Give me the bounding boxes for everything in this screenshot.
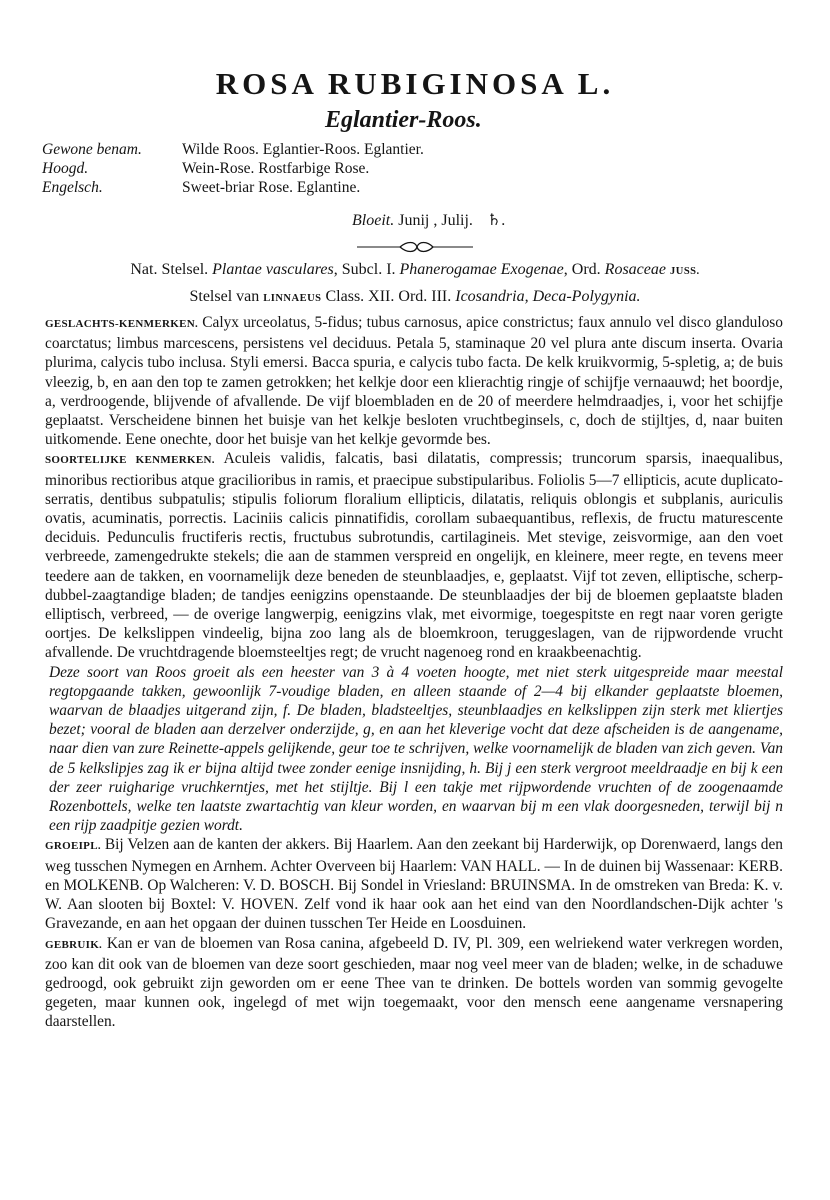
name-row [42,159,424,178]
flowering-label: Bloeit. [352,212,395,229]
genus-characteristics [45,313,783,449]
page-title: ROSA RUBIGINOSA L. [215,66,615,101]
shrub-symbol-icon: ♄. [486,212,506,229]
linn-name: LINNAEUS [263,293,322,304]
name-row [42,178,424,197]
common-names-block [42,140,424,197]
flowering-value: Junij , Julij. [398,212,473,229]
usage-label: GEBRUIK. [45,938,103,951]
genus-label: GESLACHTS-KENMERKEN. [45,318,198,330]
name-key: Engelsch. [42,179,103,196]
habitat-section [45,835,783,933]
habitat-text: Bij Velzen aan de kanten der akkers. Bij Haarlem. Aan den zeekant bij Harderwijk, op Dorenwaerd, langs den weg tusschen Nymegen en Arnhem. Achter Overveen bij Haarlem: VAN HALL. — In de duinen bij Wassenaar: KERB. en MOLKENB. Op Walcheren: V. D. BOSCH. Bij Sondel in Vriesland: BRUINSMA. In de omstreken van Breda: K. v. W. Aan slooten bij Boxtel: V. HOVEN. Zelf vond ik haar ook aan het eind van den Noordlandschen-Dijk achter 's Gravezande, en aan het opgaan der duinen tusschen Ter Heide en Loosduinen. [45,836,783,933]
nat-subclass: , Subcl. I. [333,261,396,278]
name-value: Wein-Rose. Rostfarbige Rose. [182,160,370,177]
nat-order: , Ord. [563,261,601,278]
natural-system-line [0,261,830,279]
linnaeus-system-line [0,288,830,306]
linn-prefix: Stelsel van [189,288,260,305]
species-text: Aculeis validis, falcatis, basi dilatatis, compressis; truncorum sparsis, inaequalibus, minoribus rectioribus atque gracilioribus in ramis, et praecipue substipularibus. Foliolis 5—7 ellipticis, acute duplicato-serratis, dentibus subpatulis; stipulis foliorum floralium ellipticis, dilatatis, reliquis oblongis et subplanis, auriculis ovatis, acuminatis, porrectis. Laciniis calicis pinnatifidis, corollam subaequantibus, reflexis, de fructu maturescente deciduis. Pedunculis fructiferis rectis, fructubus subrotundis, cartilagineis. Met stevige, zeisvormige, aan den voet verbreede, zamengedrukte stekels; die aan de stammen verspreid en ongelijk, en kleinere, meer regte, en tevens meer teedere aan de takken, en voornamelijk deze beneden de steunblaadjes, e, geplaatst. Vijf tot zeven, elliptische, scherp-dubbel-zaagtandige bladen; de tandjes eenigzins openstaande. De steunblaadjes der bij de bloemen geplaatste bladen elliptisch, verbreed, — de overige langwerpig, eenigzins vlak, met eivormige, toegespitste en regt naar voren gerigte oortjes. De kelkslippen vindeelig, bijna zoo lang als de bloemkroon, teruggeslagen, van de rijpwordende vrucht afvallende. De vruchtdragende bloemsteeltjes regt; de vrucht nagenoeg rond en kraakbeenachtig. [45,450,783,662]
name-value: Wilde Roos. Eglantier-Roos. Eglantier. [182,141,424,158]
nat-order-name: Rosaceae [604,261,666,278]
linn-class: Class. XII. Ord. III. [325,288,452,305]
description-body [45,313,783,1032]
flowering-time [352,210,505,230]
nat-author: JUSS. [669,266,700,277]
name-value: Sweet-briar Rose. Eglantine. [182,179,361,196]
ornament-divider-icon [355,241,475,253]
name-row [42,140,424,159]
species-characteristics [45,449,783,662]
habitat-label: GROEIPL. [45,840,101,853]
usage-text: Kan er van de bloemen van Rosa canina, afgebeeld D. IV, Pl. 309, een welriekend water verkregen worden, zoo kan dit ook van de bloemen van deze soort geschieden, maar nog veel meer van de bladen; welke, in de schaduwe gedroogd, ook gebruikt zijn geworden om er eene Thee van te drinken. De bottels worden van sommig gevogelte gegeten, maar kunnen ook, ingelegd of met wijn toegemaakt, voor den mensch eene aangename versnapering daarstellen. [45,934,783,1031]
linn-names: Icosandria, Deca-Polygynia. [455,288,641,305]
genus-text: Calyx urceolatus, 5-fidus; tubus carnosus, apice constrictus; faux annulo vel disco glanduloso coarctatus; limbus marcescens, persistens vel deciduus. Petala 5, staminaque 20 vel plura ante discum inserta. Ovaria plurima, calycis tubo inclusa. Styli emersi. Bacca spuria, e calycis tubo facta. De kelk kruikvormig, 5-spletig, a; de buis vleezig, b, en aan den top te zamen getrokken; het kelkje door een klierachtig ringje of schijfje vernaauwd; het boordje, a, verdroogende, blijvende of afvallende. De vijf bloembladen en de 20 of meerdere helmdraadjes, i, voor het schijfje geplaatst. Verscheidene binnen het buisje van het kelkje besloten vruchtbeginsels, c, doch de stijltjes, d, naar buiten uitkomende. Eene onechte, door het buisje van het kelkje gevormde bes. [45,314,783,449]
nat-class: Plantae vasculares [212,261,334,278]
page-subtitle: Eglantier-Roos. [325,107,482,133]
name-key: Hoogd. [42,160,89,177]
species-label: SOORTELIJKE KENMERKEN. [45,454,215,467]
growth-description: Deze soort van Roos groeit als een heester van 3 à 4 voeten hoogte, met niet sterk uitgespreide maar meestal regtopgaande takken, gewoonlijk 7-voudige bladen, en alleen staande of 2—4 bij elkander geplaatste bloemen, waarvan de blaadjes uitgerand zijn, f. De bladen, bladsteeltjes, steunblaadjes en kelkslippen zijn sterk met kliertjes bezet; vooral de bladen aan derzelver onderzijde, g, en aan het kleverige vocht dat deze afscheiden is de aangename, naar dien van zure Reinette-appels gelijkende, geur toe te schrijven, welke voornamelijk de bladen van zich geven. Van de 5 kelkslipjes zag ik er bijna altijd twee zonder eenige insnijding, h. Bij j een sterk vergroot meeldraadje en bij k een der zeer ruigharige vruchkerntjes, met het stijltje. Bij l een takje met rijpwordende vruchten of de zoogenaamde Rozenbottels, welke ten laatste zwartachtig van kleur worden, en waarvan bij m een vlak doorgesneden, terwijl bij n een rijp zaadpitje gezien wordt. [49,663,783,835]
name-key: Gewone benam. [42,141,142,158]
nat-subclass-name: Phanerogamae Exogenae [399,261,564,278]
nat-system-prefix: Nat. Stelsel. [130,261,209,278]
usage-section [45,934,783,1032]
